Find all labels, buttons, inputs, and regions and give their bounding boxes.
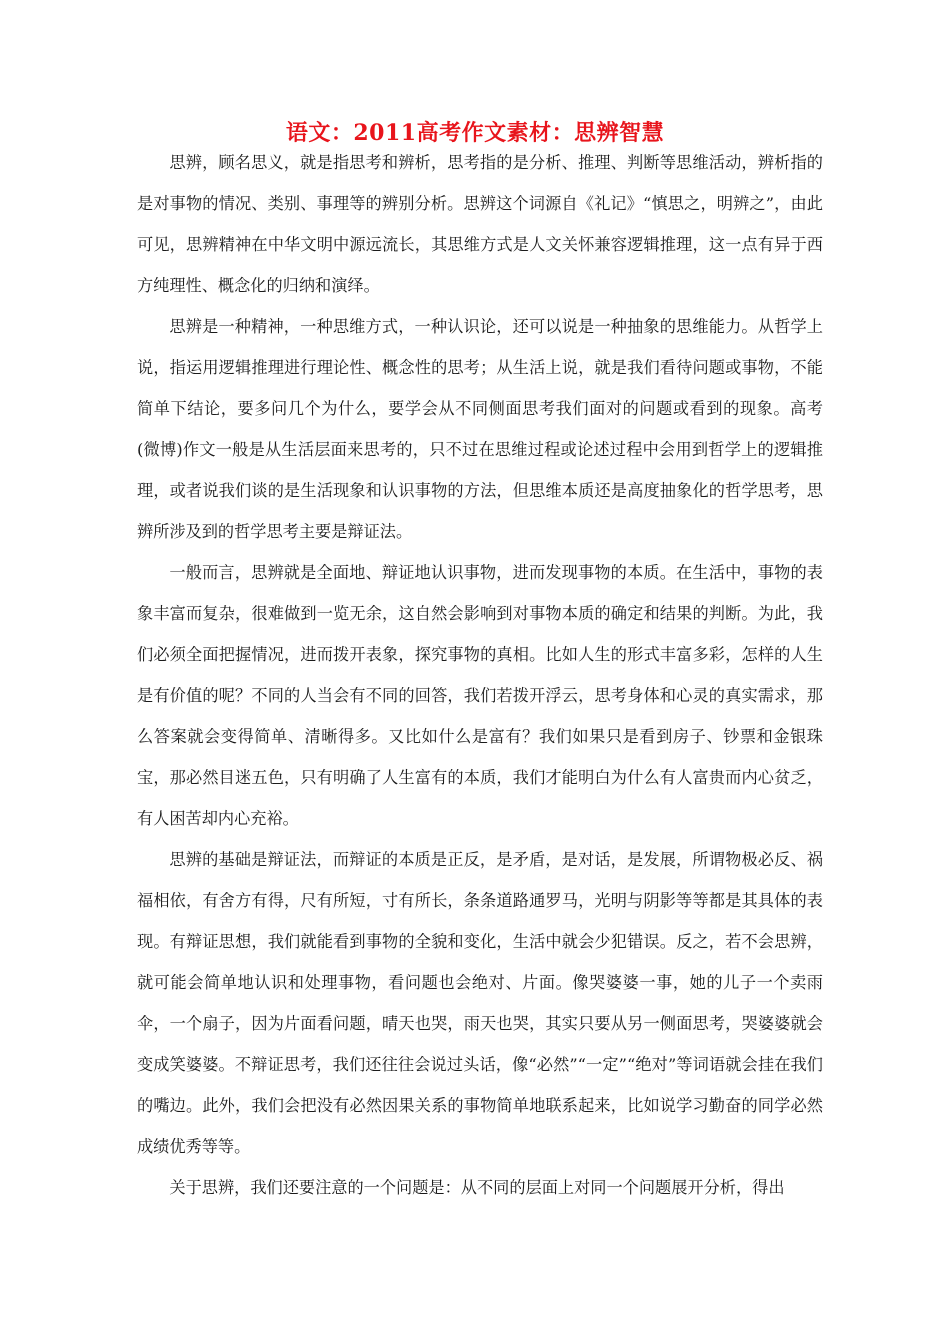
paragraph-3: 一般而言，思辨就是全面地、辩证地认识事物，进而发现事物的本质。在生活中，事物的表象丰富而复杂，很难做到一览无余，这自然会影响到对事物本质的确定和结果的判断。为此，我们必须全面把握情况，进而拨开表象，探究事物的真相。比如人生的形式丰富多彩，怎样的人生是有价值的呢？不同的人当会有不同的回答，我们若拨开浮云，思考身体和心灵的真实需求，那么答案就会变得简单、清晰得多。又比如什么是富有？我们如果只是看到房子、钞票和金银珠宝，那必然目迷五色，只有明确了人生富有的本质，我们才能明白为什么有人富贵而内心贫乏，有人困苦却内心充裕。	[137, 563, 823, 828]
paragraph-4: 思辨的基础是辩证法，而辩证的本质是正反，是矛盾，是对话，是发展，所谓物极必反、祸福相依，有舍方有得，尺有所短，寸有所长，条条道路通罗马，光明与阴影等等都是其具体的表现。有辩证思想，我们就能看到事物的全貌和变化，生活中就会少犯错误。反之，若不会思辨，就可能会简单地认识和处理事物，看问题也会绝对、片面。像哭婆婆一事，她的儿子一个卖雨伞，一个扇子，因为片面看问题，晴天也哭，雨天也哭，其实只要从另一侧面思考，哭婆婆就会变成笑婆婆。不辩证思考，我们还往往会说过头话，像“必然”“一定”“绝对”等词语就会挂在我们的嘴边。此外，我们会把没有必然因果关系的事物简单地联系起来，比如说学习勤奋的同学必然成绩优秀等等。	[137, 850, 823, 1156]
paragraph-2: 思辨是一种精神，一种思维方式，一种认识论，还可以说是一种抽象的思维能力。从哲学上说，指运用逻辑推理进行理论性、概念性的思考；从生活上说，就是我们看待问题或事物，不能简单下结论，要多问几个为什么，要学会从不同侧面思考我们面对的问题或看到的现象。高考(微博)作文一般是从生活层面来思考的，只不过在思维过程或论述过程中会用到哲学上的逻辑推理，或者说我们谈的是生活现象和认识事物的方法，但思维本质还是高度抽象化的哲学思考，思辨所涉及到的哲学思考主要是辩证法。	[137, 317, 823, 541]
paragraph-5: 关于思辨，我们还要注意的一个问题是：从不同的层面上对同一个问题展开分析，得出	[169, 1178, 785, 1197]
document-body	[137, 142, 823, 1208]
document-title: 语文：2011高考作文素材：思辨智慧	[285, 120, 665, 146]
paragraph-1: 思辨，顾名思义，就是指思考和辨析，思考指的是分析、推理、判断等思维活动，辨析指的是对事物的情况、类别、事理等的辨别分析。思辨这个词源自《礼记》“慎思之，明辨之”，由此可见，思辨精神在中华文明中源远流长，其思维方式是人文关怀兼容逻辑推理，这一点有异于西方纯理性、概念化的归纳和演绎。	[137, 153, 823, 295]
